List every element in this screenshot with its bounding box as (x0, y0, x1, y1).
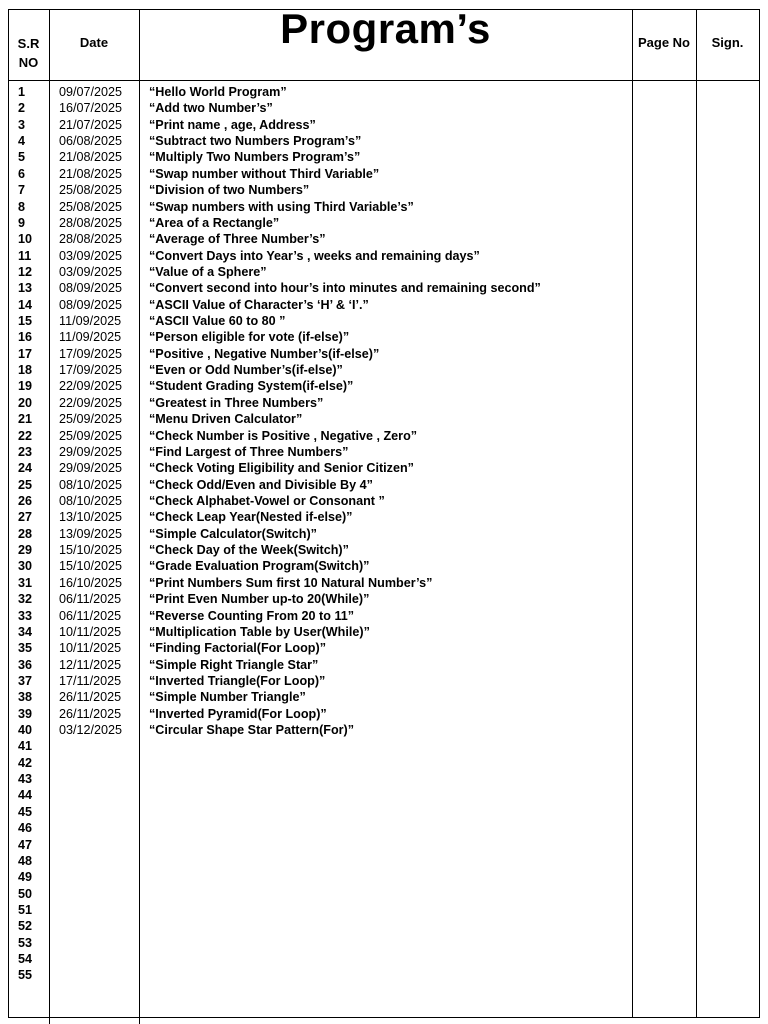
sign-header: Sign. (711, 35, 744, 50)
table-row (0, 608, 768, 624)
table-row (0, 902, 768, 918)
program-name-cell: “Simple Calculator(Switch)” (149, 526, 317, 541)
table-row (0, 428, 768, 444)
program-name-cell: “Inverted Pyramid(For Loop)” (149, 706, 327, 721)
sr-no-cell: 50 (18, 886, 33, 901)
program-name-cell: “Finding Factorial(For Loop)” (149, 641, 326, 656)
table-row (0, 722, 768, 738)
sr-no-cell: 31 (18, 575, 33, 590)
sr-no-cell: 46 (18, 821, 33, 836)
sr-no-cell: 35 (18, 641, 33, 656)
program-name-cell: “Print Numbers Sum first 10 Natural Number’s” (149, 575, 433, 590)
sr-no-cell: 39 (18, 706, 33, 721)
program-name-cell: “Convert second into hour’s into minutes and remaining second” (149, 281, 541, 296)
date-cell: 08/09/2025 (59, 297, 123, 312)
sr-no-cell: 2 (18, 101, 26, 116)
program-name-cell: “Person eligible for vote (if-else)” (149, 330, 350, 345)
date-cell: 25/09/2025 (59, 428, 123, 443)
sr-no-cell: 1 (18, 85, 26, 99)
table-row (0, 362, 768, 378)
program-name-cell: “Print name , age, Address” (149, 117, 316, 132)
sr-no-cell: 12 (18, 264, 33, 279)
table-row (0, 493, 768, 509)
sr-no-cell: 11 (18, 248, 32, 263)
sr-no-cell: 30 (18, 559, 33, 574)
sr-no-cell: 44 (18, 788, 33, 803)
program-name-cell: “Positive , Negative Number’s(if-else)” (149, 346, 380, 361)
sr-no-cell: 51 (18, 902, 33, 917)
table-row (0, 346, 768, 362)
table-row (0, 264, 768, 280)
program-name-cell: “Division of two Numbers” (149, 183, 310, 198)
sr-no-cell: 19 (18, 379, 33, 394)
sr-no-cell: 41 (18, 739, 33, 754)
table-row (0, 248, 768, 264)
program-name-cell: “Add two Number’s” (149, 101, 273, 116)
program-name-cell: “Check Odd/Even and Divisible By 4” (149, 477, 373, 492)
table-row (0, 444, 768, 460)
table-row (0, 853, 768, 869)
sr-no-cell: 13 (18, 281, 33, 296)
program-name-cell: “Check Number is Positive , Negative , Zero” (149, 428, 418, 443)
table-row (0, 624, 768, 640)
table-row (0, 509, 768, 525)
program-name-cell: “Even or Odd Number’s(if-else)” (149, 363, 343, 378)
table-row (0, 689, 768, 705)
program-name-cell: “Circular Shape Star Pattern(For)” (149, 723, 355, 738)
date-cell: 26/11/2025 (59, 706, 122, 721)
sr-no-header (8, 9, 49, 80)
program-name-cell: “Multiplication Table by User(While)” (149, 624, 370, 639)
date-cell: 28/08/2025 (59, 215, 123, 230)
table-row (0, 231, 768, 247)
table-row (0, 640, 768, 656)
sr-no-cell: 36 (18, 657, 33, 672)
sr-no-cell: 14 (18, 297, 33, 312)
table-row (0, 951, 768, 967)
sr-no-cell: 52 (18, 919, 33, 934)
date-cell: 16/10/2025 (59, 575, 123, 590)
program-name-cell: “Multiply Two Numbers Program’s” (149, 150, 361, 165)
table-row (0, 820, 768, 836)
sr-no-cell: 53 (18, 935, 33, 950)
table-row (0, 378, 768, 394)
sr-no-cell: 43 (18, 772, 33, 787)
table-row (0, 215, 768, 231)
sr-no-cell: 49 (18, 870, 33, 885)
program-name-cell: “Subtract two Numbers Program’s” (149, 134, 362, 149)
sr-no-cell: 45 (18, 804, 33, 819)
sr-no-cell: 48 (18, 853, 33, 868)
table-row (0, 411, 768, 427)
date-cell: 11/09/2025 (59, 330, 122, 345)
table-row (0, 918, 768, 934)
program-name-cell: “Check Day of the Week(Switch)” (149, 543, 349, 558)
sr-no-cell: 24 (18, 461, 33, 476)
table-row (0, 166, 768, 182)
table-row (0, 804, 768, 820)
sr-no-cell: 4 (18, 134, 26, 149)
date-cell: 17/09/2025 (59, 363, 123, 378)
sr-no-cell: 32 (18, 592, 33, 607)
table-row (0, 542, 768, 558)
table-row (0, 886, 768, 902)
sr-no-cell: 25 (18, 477, 33, 492)
sr-no-cell: 26 (18, 493, 33, 508)
sr-no-cell: 55 (18, 968, 33, 983)
sr-no-cell: 6 (18, 166, 26, 181)
date-cell: 25/09/2025 (59, 412, 123, 427)
program-name-cell: “ASCII Value of Character’s ‘H’ & ‘I’.” (149, 297, 369, 312)
date-cell: 06/08/2025 (59, 134, 123, 149)
sr-no-cell: 3 (18, 117, 26, 132)
date-cell: 16/07/2025 (59, 101, 123, 116)
program-name-cell: “Swap number without Third Variable” (149, 166, 380, 181)
program-name-cell: “Menu Driven Calculator” (149, 412, 303, 427)
table-bottom-border (8, 1017, 760, 1018)
table-row (0, 657, 768, 673)
date-cell: 22/09/2025 (59, 379, 123, 394)
table-row (0, 771, 768, 787)
sr-no-cell: 10 (18, 232, 33, 247)
sr-no-cell: 7 (18, 183, 26, 198)
date-cell: 11/09/2025 (59, 314, 122, 329)
date-cell: 13/09/2025 (59, 526, 123, 541)
table-row (0, 329, 768, 345)
sr-no-cell: 21 (18, 412, 33, 427)
date-cell: 13/10/2025 (59, 510, 123, 525)
sr-no-cell: 15 (18, 314, 33, 329)
date-cell: 09/07/2025 (59, 85, 123, 99)
date-cell: 22/09/2025 (59, 395, 123, 410)
sr-no-cell: 38 (18, 690, 33, 705)
table-row (0, 297, 768, 313)
table-row (0, 837, 768, 853)
sr-no-cell: 5 (18, 150, 26, 165)
program-name-cell: “Swap numbers with using Third Variable’s” (149, 199, 414, 214)
date-cell: 21/07/2025 (59, 117, 123, 132)
date-cell: 10/11/2025 (59, 624, 122, 639)
table-row (0, 706, 768, 722)
program-name-cell: “Simple Right Triangle Star” (149, 657, 319, 672)
date-cell: 17/09/2025 (59, 346, 123, 361)
sr-no-cell: 37 (18, 673, 33, 688)
table-row (0, 395, 768, 411)
program-name-cell: “Hello World Program” (149, 85, 287, 99)
date-cell: 06/11/2025 (59, 608, 122, 623)
table-row (0, 558, 768, 574)
program-name-cell: “Check Leap Year(Nested if-else)” (149, 510, 353, 525)
table-row (0, 460, 768, 476)
date-cell: 25/08/2025 (59, 199, 123, 214)
program-name-cell: “Check Voting Eligibility and Senior Citizen” (149, 461, 414, 476)
program-name-cell: “Student Grading System(if-else)” (149, 379, 354, 394)
table-row (0, 100, 768, 116)
sr-no-cell: 22 (18, 428, 33, 443)
program-name-cell: “Greatest in Three Numbers” (149, 395, 324, 410)
sr-no-cell: 29 (18, 543, 33, 558)
sr-no-cell: 34 (18, 624, 33, 639)
date-cell: 12/11/2025 (59, 657, 122, 672)
table-row (0, 182, 768, 198)
date-cell: 26/11/2025 (59, 690, 122, 705)
table-row (0, 133, 768, 149)
program-name-cell: “Convert Days into Year’s , weeks and remaining days” (149, 248, 480, 263)
date-cell: 08/09/2025 (59, 281, 123, 296)
program-name-cell: “Simple Number Triangle” (149, 690, 306, 705)
program-name-cell: “ASCII Value 60 to 80 ” (149, 314, 286, 329)
date-cell: 29/09/2025 (59, 461, 123, 476)
table-row (0, 280, 768, 296)
table-row (0, 149, 768, 165)
sr-no-cell: 27 (18, 510, 33, 525)
program-name-cell: “Print Even Number up-to 20(While)” (149, 592, 370, 607)
program-name-cell: “Average of Three Number’s” (149, 232, 326, 247)
sr-no-cell: 42 (18, 755, 33, 770)
date-cell: 21/08/2025 (59, 150, 123, 165)
program-name-cell: “Check Alphabet-Vowel or Consonant ” (149, 493, 385, 508)
table-row (0, 591, 768, 607)
page-title: Program’s (280, 5, 491, 52)
program-name-cell: “Inverted Triangle(For Loop)” (149, 673, 326, 688)
sr-no-cell: 17 (18, 346, 33, 361)
date-cell: 17/11/2025 (59, 673, 122, 688)
sr-header-line1: S.R (17, 35, 40, 51)
table-row (0, 673, 768, 689)
date-cell: 08/10/2025 (59, 493, 123, 508)
date-cell: 03/09/2025 (59, 248, 123, 263)
page-no-header: Page No (637, 35, 690, 50)
date-cell: 03/12/2025 (59, 723, 123, 738)
sr-no-cell: 8 (18, 199, 26, 214)
sr-no-cell: 23 (18, 444, 33, 459)
table-row (0, 738, 768, 754)
date-cell: 10/11/2025 (59, 641, 122, 656)
date-cell: 25/08/2025 (59, 183, 123, 198)
table-row (0, 313, 768, 329)
header-bottom-border (8, 80, 760, 81)
table-row (0, 477, 768, 493)
sr-no-cell: 20 (18, 395, 33, 410)
date-cell: 06/11/2025 (59, 592, 122, 607)
program-name-cell: “Value of a Sphere” (149, 264, 267, 279)
table-row (0, 575, 768, 591)
sr-no-cell: 47 (18, 837, 33, 852)
sr-no-cell: 28 (18, 526, 33, 541)
date-cell: 03/09/2025 (59, 264, 123, 279)
table-row (0, 935, 768, 951)
date-cell: 15/10/2025 (59, 559, 123, 574)
sr-no-cell: 54 (18, 952, 33, 967)
program-name-cell: “Grade Evaluation Program(Switch)” (149, 559, 370, 574)
sr-header-line2: NO (18, 54, 39, 70)
sr-no-cell: 40 (18, 723, 33, 738)
sr-no-cell: 9 (18, 215, 26, 230)
date-cell: 29/09/2025 (59, 444, 123, 459)
sr-no-cell: 18 (18, 363, 33, 378)
table-row (0, 755, 768, 771)
table-row (0, 869, 768, 885)
table-row (0, 787, 768, 803)
sr-no-cell: 33 (18, 608, 33, 623)
table-row (0, 117, 768, 133)
date-cell: 28/08/2025 (59, 232, 123, 247)
program-name-cell: “Find Largest of Three Numbers” (149, 444, 349, 459)
program-list (0, 84, 768, 984)
sr-no-cell: 16 (18, 330, 33, 345)
date-cell: 21/08/2025 (59, 166, 123, 181)
program-name-cell: “Area of a Rectangle” (149, 215, 280, 230)
table-row (0, 84, 768, 100)
program-name-cell: “Reverse Counting From 20 to 11” (149, 608, 355, 623)
table-row (0, 526, 768, 542)
table-row (0, 967, 768, 983)
date-header: Date (79, 35, 109, 50)
date-cell: 08/10/2025 (59, 477, 123, 492)
table-row (0, 199, 768, 215)
date-cell: 15/10/2025 (59, 543, 123, 558)
